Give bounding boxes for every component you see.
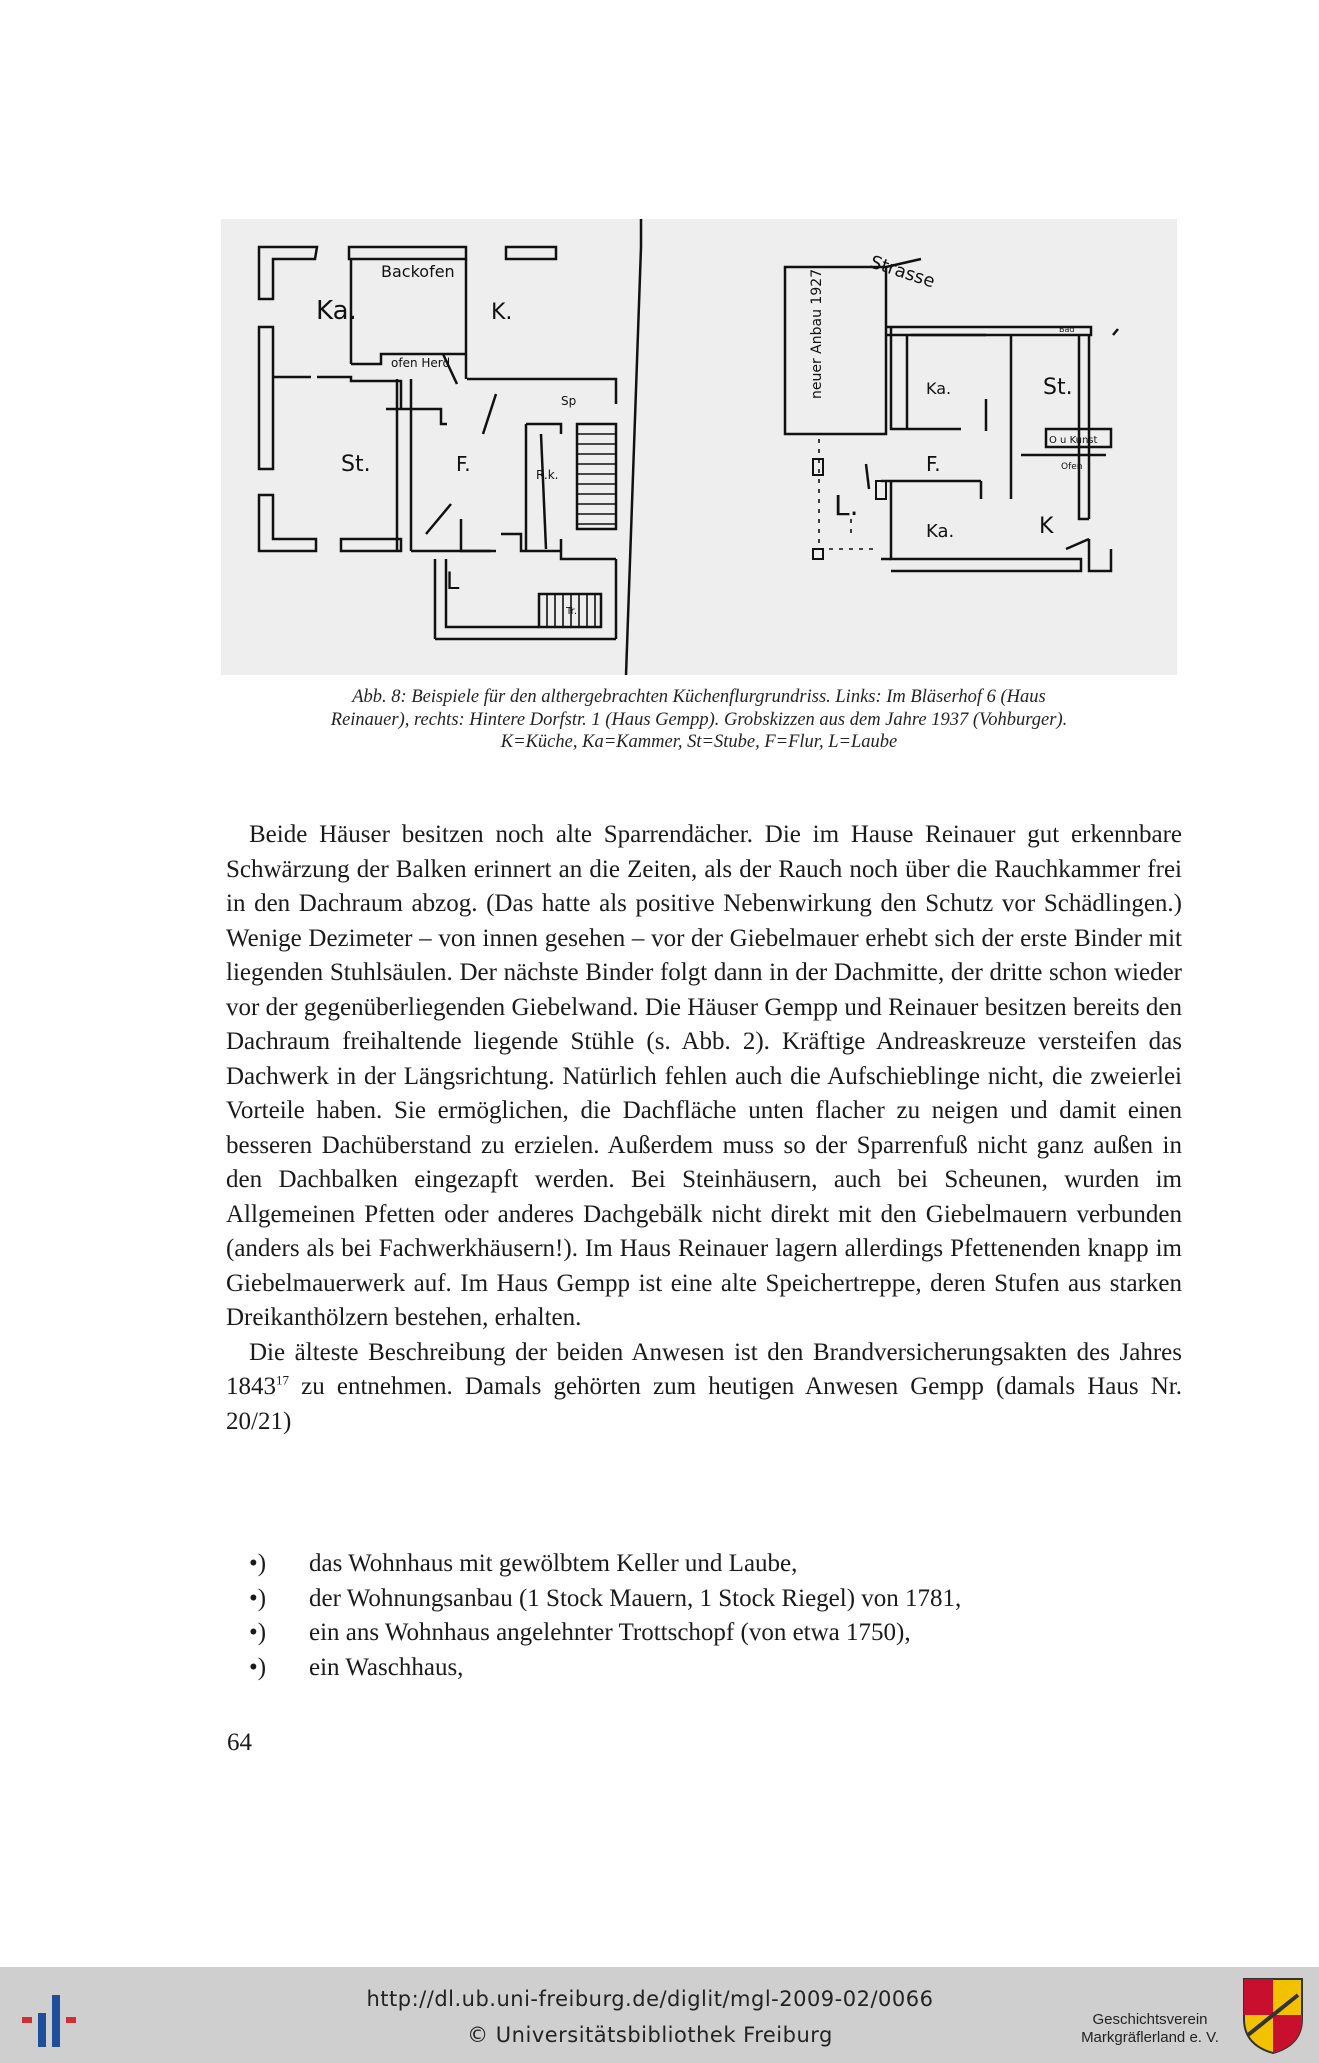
- stair-steps-left: [547, 434, 616, 627]
- label-l-right: L.: [834, 489, 859, 522]
- label-ofen-herd: ofen Herd: [391, 356, 451, 370]
- label-backofen: Backofen: [381, 262, 455, 281]
- label-ofen-kunst: O u Kunst: [1049, 435, 1098, 446]
- list-item: [249, 1547, 1149, 1582]
- paragraph-2-start: Die älteste Beschreibung der beiden Anwesen ist den Brandversicherungsakten des Jahres 1843: [226, 1338, 1182, 1400]
- ub-freiburg-logo-icon: [20, 1991, 86, 2051]
- list-item-text: das Wohnhaus mit gewölbtem Keller und Laube,: [309, 1550, 798, 1577]
- footer-url-link[interactable]: http://dl.ub.uni-freiburg.de/diglit/mgl-2009-02/0066: [366, 1987, 934, 2011]
- label-ka-right-top: Ka.: [926, 379, 952, 398]
- bullet-marker: •): [249, 1584, 267, 1612]
- bullet-marker: •): [249, 1619, 267, 1646]
- label-l-left: L: [446, 567, 460, 595]
- paragraph-1: Beide Häuser besitzen noch alte Sparrendächer. Die im Hause Reinauer gut erkennbare Schwärzung der Balken erinnert an die Zeiten, als der Rauch noch über die Rauchkammer frei in den Dachraum abzog. (Das hatte als positive Nebenwirkung den Schutz vor Schädlingen.) Wenige Dezimeter – von innen gesehen – vor der Giebelmauer erhebt sich der erste Binder mit liegenden Stuhlsäulen. Der nächste Binder folgt dann in der Dachmitte, der dritte schon wieder vor der gegenüberliegenden Giebelwand. Die Häuser Gempp und Reinauer besitzen bereits den Dachraum freihaltende liegende Stühle (s. Abb. 2). Kräftige Andreaskreuze versteifen das Dachwerk in der Längsrichtung. Natürlich fehlen auch die Aufschieblinge nicht, die zweierlei Vorteile haben. Sie ermöglichen, die Dachfläche unten flacher zu neigen und damit einen besseren Dachüberstand zu erzielen. Außerdem muss so der Sparrenfuß nicht ganz außen in den Dachbalken eingezapft werden. Bei Steinhäusern, auch bei Scheunen, wurden im Allgemeinen Pfetten oder anderes Dachgebälk nicht direkt mit den Giebelmauern verbunden (anders als bei Fachwerkhäusern!). Im Haus Reinauer lagern allerdings Pfettenenden knapp im Giebelmauerwerk auf. Im Haus Gempp ist eine alte Speichertreppe, deren Stufen aus starken Dreikanthölzern bestehen, erhalten.: [226, 821, 1182, 1331]
- label-tr: Tr.: [566, 606, 578, 617]
- label-neuer-anbau: neuer Anbau 1927.: [809, 264, 825, 399]
- label-st-right: St.: [1043, 375, 1073, 400]
- caption-line-1: Abb. 8: Beispiele für den althergebrachten Küchenflurgrundriss. Links: Im Bläserhof 6 (Haus: [352, 687, 1046, 707]
- label-ofen: Ofen: [1061, 462, 1083, 472]
- caption-line-2: Reinauer), rechts: Hintere Dorfstr. 1 (Haus Gempp). Grobskizzen aus dem Jahre 1937 (Vohburger).: [330, 709, 1068, 730]
- page-number: 64: [227, 1729, 252, 1756]
- footer-society-name: [1060, 2011, 1240, 2047]
- body-text: [226, 818, 1182, 1439]
- paragraph-2: [226, 1336, 1182, 1440]
- list-item-text: ein Waschhaus,: [309, 1653, 464, 1681]
- coat-of-arms-icon: [1240, 1975, 1306, 2055]
- property-list: [249, 1547, 1149, 1685]
- label-strasse: Strasse: [867, 251, 938, 293]
- society-line-2: Markgräflerland e. V.: [1081, 2029, 1219, 2046]
- bullet-marker: •): [249, 1550, 267, 1577]
- label-k-right: K: [1039, 514, 1054, 539]
- label-st-left: St.: [341, 452, 371, 477]
- label-ka-left: Ka.: [316, 296, 357, 326]
- label-ka-right-bottom: Ka.: [926, 521, 955, 542]
- list-item: [249, 1651, 1149, 1686]
- label-k-left: K.: [491, 300, 513, 325]
- bullet-marker: •): [249, 1653, 267, 1681]
- label-sp: Sp: [561, 394, 577, 408]
- footer-bar: [0, 1967, 1319, 2063]
- label-f-left: F.: [456, 452, 471, 476]
- footnote-marker: 17: [276, 1372, 289, 1388]
- label-bad: Bad: [1059, 325, 1075, 334]
- left-floor-plan: [259, 219, 641, 675]
- floor-plan-sketches: [221, 219, 1177, 675]
- figure-caption: [221, 686, 1177, 754]
- list-item-text: ein ans Wohnhaus angelehnter Trottschopf (von etwa 1750),: [309, 1619, 911, 1646]
- list-item-text: der Wohnungsanbau (1 Stock Mauern, 1 Stock Riegel) von 1781,: [309, 1584, 962, 1612]
- paragraph-2-end: zu entnehmen. Damals gehörten zum heutigen Anwesen Gempp (damals Haus Nr. 20/21): [226, 1373, 1182, 1435]
- list-item: [249, 1582, 1149, 1617]
- label-f-right: F.: [926, 452, 941, 476]
- footer-copyright: © Universitätsbibliothek Freiburg: [467, 2023, 833, 2047]
- floor-plan-figure: [221, 219, 1177, 675]
- caption-line-3: K=Küche, Ka=Kammer, St=Stube, F=Flur, L=Laube: [500, 732, 898, 752]
- label-rk: R.k.: [536, 468, 559, 482]
- society-line-1: Geschichtsverein: [1092, 2011, 1208, 2028]
- list-item: [249, 1616, 1149, 1651]
